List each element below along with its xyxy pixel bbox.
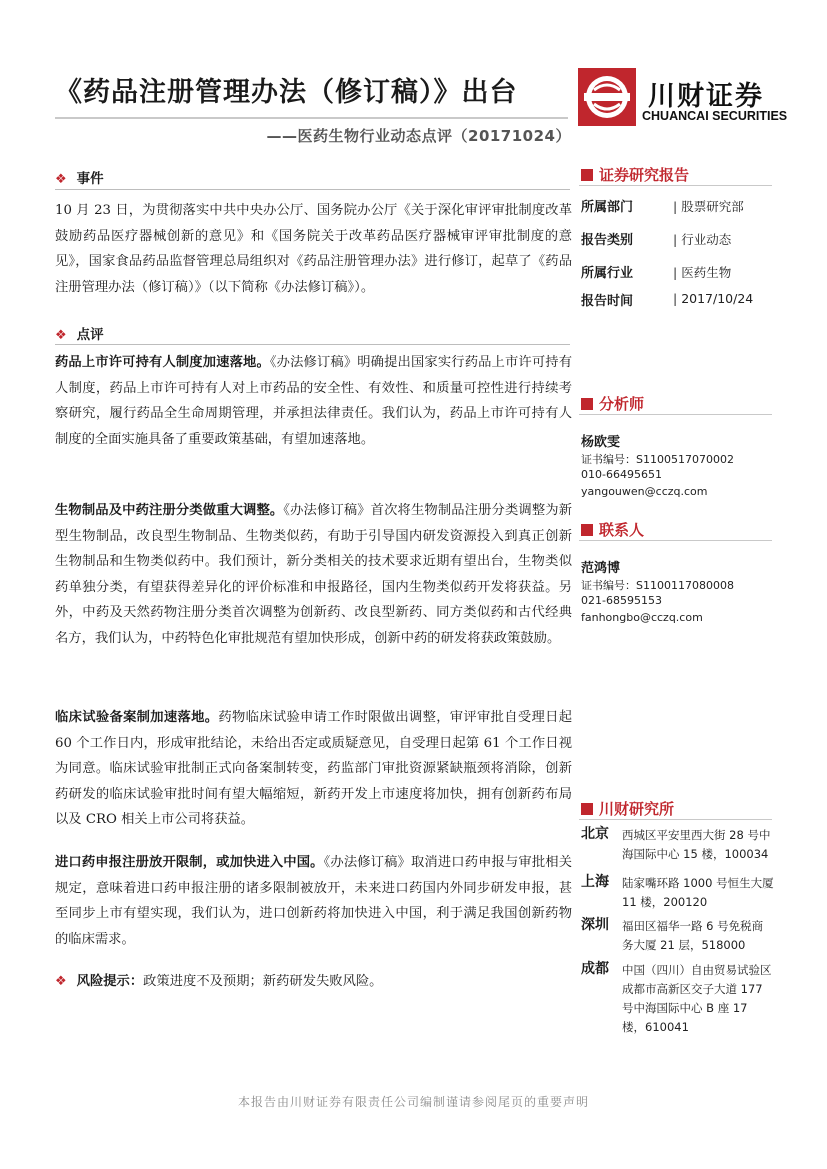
brand-name-en: CHUANCAI SECURITIES — [642, 109, 788, 123]
diamond-bullet-icon: ❖ — [55, 328, 67, 343]
office-city-shanghai: 上海 — [581, 874, 609, 890]
office-city-shenzhen: 深圳 — [581, 917, 609, 933]
analyst-cert: 证书编号：S1100517070002 — [581, 453, 734, 466]
office-address-chengdu: 中国（四川）自由贸易试验区成都市高新区交子大道 177 号中海国际中心 B 座 17 楼，610041 — [622, 963, 772, 1034]
comment-heading: ❖ 点评 — [55, 327, 104, 343]
footer-disclaimer: 本报告由川财证券有限责任公司编制谨请参阅尾页的重要声明 — [237, 1095, 589, 1109]
office-address-shanghai: 陆家嘴环路 1000 号恒生大厦 11 楼，200120 — [622, 876, 774, 909]
info-value-category: | 行业动态 — [673, 230, 731, 248]
section-divider — [55, 189, 570, 190]
square-bullet-icon — [581, 169, 593, 181]
analyst-email[interactable]: yangouwen@cczq.com — [581, 485, 708, 498]
comment-paragraph-clinical-trial: 临床试验备案制加速落地。药物临床试验申请工作时限做出调整，审评审批自受理日起 60 个工作日内，形成审批结论，未给出否定或质疑意见，自受理日起第 61 个工作日视为同意。临床试验审批制正式向备案制转变，药监部门审批资源紧缺瓶颈将消除，创新药研发的临床试验审批时间有望大幅缩短，新药开发上市速度将加快，拥有创新药布局以及 CRO 相关上市公司将获益。 — [55, 710, 573, 827]
header-divider — [55, 117, 568, 119]
square-bullet-icon — [581, 524, 593, 536]
report-title: 《药品注册管理办法（修订稿）》出台 — [55, 77, 518, 108]
office-address-shenzhen: 福田区福华一路 6 号免税商务大厦 21 层，518000 — [622, 919, 764, 952]
chuancai-logo-icon — [578, 68, 636, 126]
square-bullet-icon — [581, 398, 593, 410]
analyst-heading: 分析师 — [581, 393, 644, 414]
institute-heading: 川财研究所 — [581, 798, 674, 819]
info-value-department: | 股票研究部 — [673, 197, 744, 215]
info-value-industry: | 医药生物 — [673, 263, 731, 281]
sidebar-divider — [579, 185, 772, 186]
info-label-category: 报告类别 — [581, 233, 634, 248]
office-city-chengdu: 成都 — [581, 961, 609, 977]
comment-paragraph-mah: 药品上市许可持有人制度加速落地。《办法修订稿》明确提出国家实行药品上市许可持有人制度，药品上市许可持有人对上市药品的安全性、有效性、和质量可控性进行持续考察研究，履行药品全生命周期管理，并承担法律责任。我们认为，药品上市许可持有人制度的全面实施具备了重要政策基础，有望加速落地。 — [55, 355, 572, 447]
sidebar-divider — [579, 414, 772, 415]
sidebar-divider — [579, 819, 772, 820]
brand-name-cn: 川财证券 — [648, 81, 764, 112]
office-city-beijing: 北京 — [581, 826, 609, 842]
analyst-name: 杨欧雯 — [581, 435, 621, 450]
info-label-industry: 所属行业 — [581, 266, 634, 281]
contact-phone: 021-68595153 — [581, 594, 662, 607]
contact-email[interactable]: fanhongbo@cczq.com — [581, 611, 703, 624]
contact-name: 范鸿博 — [581, 561, 621, 576]
event-heading: ❖ 事件 — [55, 171, 104, 187]
comment-paragraph-biologics: 生物制品及中药注册分类做重大调整。《办法修订稿》首次将生物制品注册分类调整为新型生物制品，改良型生物制品、生物类似药，有助于引导国内研发资源投入到真正创新生物制品和生物类似药中。我们预计，新分类相关的技术要求近期有望出台，生物类似药单独分类，有望获得差异化的评价标准和申报路径，国内生物类似药开发将获益。另外，中药及天然药物注册分类首次调整为创新药、改良型新药、同方类似药和古代经典名方，我们认为，中药特色化审批规范有望加快形成，创新中药的研发将获政策鼓励。 — [55, 503, 572, 646]
sidebar-divider — [579, 540, 772, 541]
office-address-beijing: 西城区平安里西大街 28 号中海国际中心 15 楼，100034 — [622, 828, 771, 861]
diamond-bullet-icon: ❖ — [55, 974, 67, 989]
comment-paragraph-imported-drugs: 进口药申报注册放开限制，或加快进入中国。《办法修订稿》取消进口药申报与审批相关规定，意味着进口药申报注册的诸多限制被放开，未来进口药国内外同步研发申报，甚至同步上市有望实现，我们认为，进口创新药将加快进入中国，利于满足我国创新药物的临床需求。 — [55, 855, 572, 947]
contact-cert: 证书编号：S1100117080008 — [581, 579, 734, 592]
info-label-date: 报告时间 — [581, 294, 634, 309]
contact-heading: 联系人 — [581, 519, 644, 540]
event-paragraph: 10 月 23 日，为贯彻落实中共中央办公厅、国务院办公厅《关于深化审评审批制度改革鼓励药品医疗器械创新的意见》和《国务院关于改革药品医疗器械审评审批制度的意见》，国家食品药品监督管理总局组织对《药品注册管理办法》进行修订，起草了《药品注册管理办法（修订稿）》（以下简称《办法修订稿》）。 — [55, 203, 572, 295]
report-subtitle: ——医药生物行业动态点评（20171024） — [266, 127, 571, 145]
section-divider — [55, 344, 570, 345]
info-value-date: | 2017/10/24 — [673, 291, 753, 306]
info-label-department: 所属部门 — [581, 200, 634, 215]
report-type-heading: 证券研究报告 — [581, 164, 689, 185]
analyst-phone: 010-66495651 — [581, 468, 662, 481]
square-bullet-icon — [581, 803, 593, 815]
diamond-bullet-icon: ❖ — [55, 172, 67, 187]
risk-warning: ❖ 风险提示：政策进度不及预期；新药研发失败风险。 — [55, 974, 383, 989]
